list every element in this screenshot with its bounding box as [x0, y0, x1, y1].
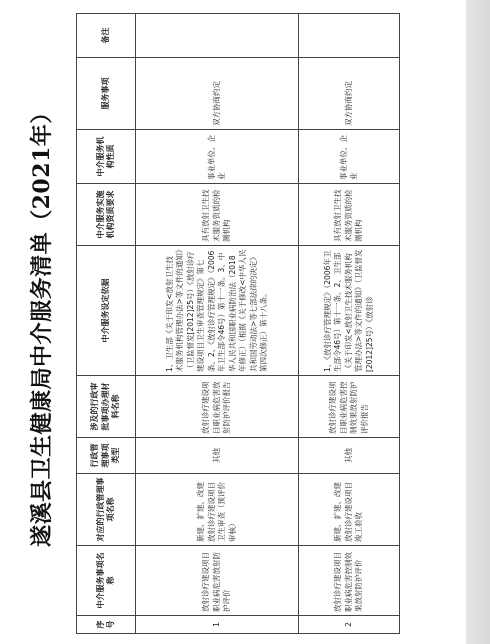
header-service: 服务事项	[77, 58, 136, 130]
cell-service: 双方协商约定	[299, 58, 400, 130]
header-no: 序号	[77, 616, 136, 634]
cell-admin-type: 其他	[299, 438, 400, 474]
cell-no: 2	[299, 616, 400, 634]
cell-admin-type: 其他	[136, 438, 299, 474]
cell-name: 放射诊疗建设项目职业病危害放射防护评价	[136, 546, 299, 616]
cell-materials: 放射诊疗建设项目职业病危害控制效果放射防护评价报告	[299, 376, 400, 438]
header-remark: 备注	[77, 14, 136, 58]
cell-name: 放射诊疗建设项目职业病危害控制效果放射防护评价	[299, 546, 400, 616]
table-row	[136, 14, 299, 634]
table-row	[299, 14, 400, 634]
cell-nature: 事业单位、企业	[136, 130, 299, 184]
cell-materials: 放射诊疗建设项目职业病危害放射防护评价报告	[136, 376, 299, 438]
cell-admin-item: 新建、扩建、改建放射诊疗建设项目竣工验收	[299, 474, 400, 546]
cell-no: 1	[136, 616, 299, 634]
header-nature: 中介服务机构性质	[77, 130, 136, 184]
cell-remark	[136, 14, 299, 58]
cell-qualification: 具有放射卫生技术服务资质的检测机构	[299, 184, 400, 246]
cell-basis: 1、《放射诊疗管理规定》（2006年卫生部令46号）第十一条。2、卫生部《关于印发<放射卫生技术服务机构管理办法>等文件的通知》（卫监督发[2012]25号）《放射诊	[299, 246, 400, 376]
cell-service: 双方协商约定	[136, 58, 299, 130]
cell-qualification: 具有放射卫生技术服务资质的检测机构	[136, 184, 299, 246]
header-name: 中介服务事项名称	[77, 546, 136, 616]
header-qualification: 中介服务实施机构资质要求	[77, 184, 136, 246]
header-admin-type: 行政管理事项类型	[77, 438, 136, 474]
cell-nature: 事业单位、企业	[299, 130, 400, 184]
cell-admin-item: 新建、扩建、改建放射诊疗建设项目卫生审查（预评价审核）	[136, 474, 299, 546]
rotated-page-content	[14, 14, 466, 634]
service-list-table	[76, 13, 400, 634]
table-header-row	[77, 14, 136, 634]
header-basis: 中介服务设定依据	[77, 246, 136, 376]
page-edge-shadow	[466, 0, 490, 644]
cell-remark	[299, 14, 400, 58]
document-title: 遂溪县卫生健康局中介服务清单（2021年）	[29, 101, 55, 547]
cell-basis: 1、卫生部《关于印发<放射卫生技术服务机构管理办法>等文件的通知》（卫监督发[2012]25号）《放射诊疗建设项目卫生审查管理规定》第七条。2、《放射诊疗管理规定》（2006年卫生部令46号）第十一条。3、中华人民共和国职业病防治法（2018年修正）（根据《关于修改<中华人民共和国劳动法>等七部法律的决定》第四次修正）第十八条。	[136, 246, 299, 376]
header-materials: 涉及的行政审批事项办理材料名称	[77, 376, 136, 438]
header-admin-item: 对应的行政管理事项名称	[77, 474, 136, 546]
